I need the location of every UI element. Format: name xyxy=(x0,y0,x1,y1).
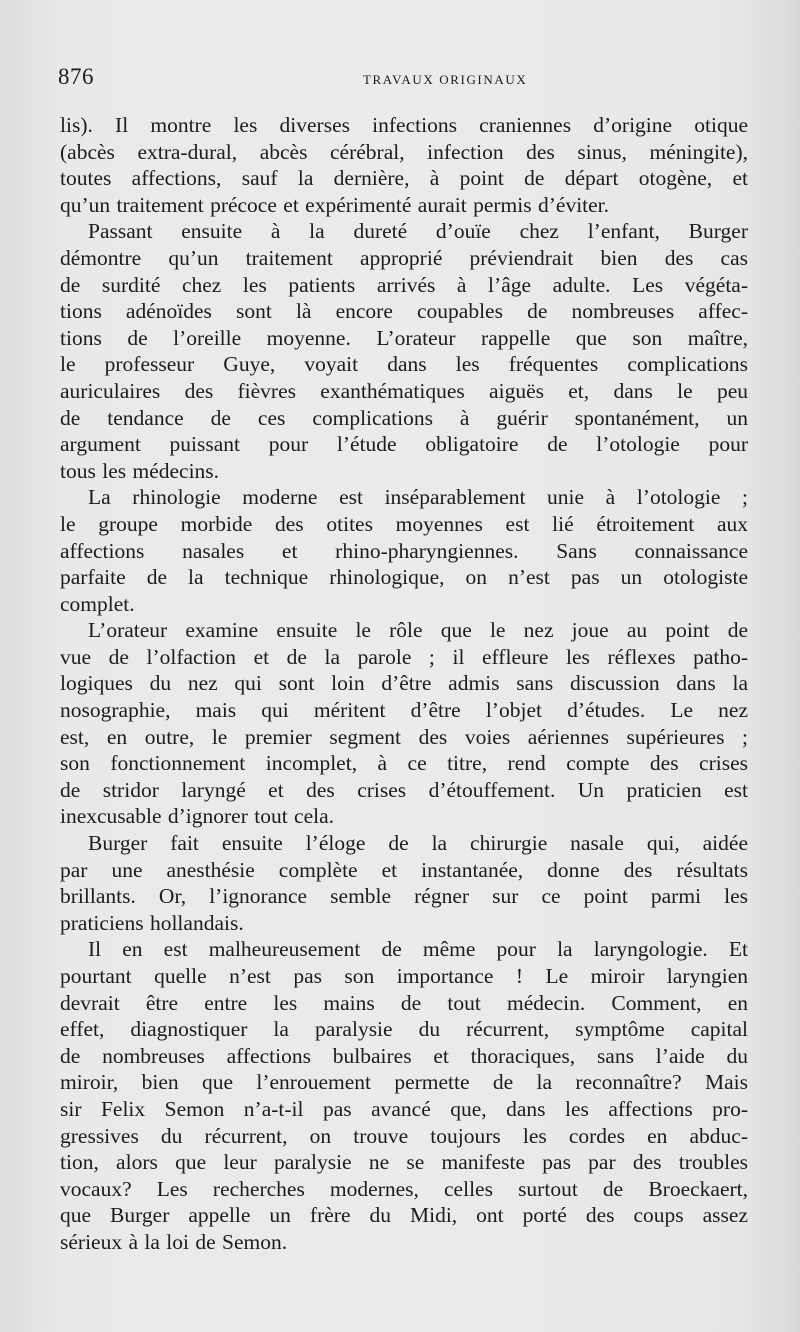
text-line: par une anesthésie complète et instantanée, donne des résultats xyxy=(60,857,748,882)
text-line: vocaux? Les recherches modernes, celles surtout de Broeckaert, xyxy=(60,1176,748,1201)
text-line: praticiens hollandais. xyxy=(60,910,244,935)
text-line: sérieux à la loi de Semon. xyxy=(60,1229,288,1254)
text-line: auriculaires des fièvres exanthématiques aiguës et, dans le peu xyxy=(60,378,748,403)
text-line: son fonctionnement incomplet, à ce titre, rend compte des crises xyxy=(60,751,748,776)
text-line: lis). Il montre les diverses infections craniennes d’origine otique xyxy=(60,113,748,137)
text-line: sir Felix Semon n’a-t-il pas avancé que, dans les affections pro- xyxy=(60,1096,748,1121)
text-line: vue de l’olfaction et de la parole ; il effleure les réflexes patho- xyxy=(60,644,748,669)
text-line: qu’un traitement précoce et expérimenté aurait permis d’éviter. xyxy=(60,192,610,217)
text-line: que Burger appelle un frère du Midi, ont porté des coups assez xyxy=(60,1203,748,1228)
text-line: L’orateur examine ensuite le rôle que le nez joue au point de xyxy=(88,618,748,643)
text-line: Passant ensuite à la dureté d’ouïe chez l’enfant, Burger xyxy=(88,219,748,244)
text-line: le groupe morbide des otites moyennes est lié étroitement aux xyxy=(60,511,748,536)
text-line: de tendance de ces complications à guérir spontanément, un xyxy=(60,405,748,430)
text-line: parfaite de la technique rhinologique, on n’est pas un otologiste xyxy=(60,565,748,590)
text-line: de nombreuses affections bulbaires et thoraciques, sans l’aide du xyxy=(60,1043,748,1068)
text-line: le professeur Guye, voyait dans les fréquentes complications xyxy=(60,352,748,377)
text-line: (abcès extra-dural, abcès cérébral, infection des sinus, méningite), xyxy=(60,139,748,164)
body-text xyxy=(60,112,748,1256)
text-line: tions adénoïdes sont là encore coupables de nombreuses affec- xyxy=(60,299,748,324)
text-line: de stridor laryngé et des crises d’étouffement. Un praticien est xyxy=(60,777,748,802)
text-line: inexcusable d’ignorer tout cela. xyxy=(60,804,335,829)
text-line: nosographie, mais qui méritent d’être l’objet d’études. Le nez xyxy=(60,698,748,723)
text-line: Burger fait ensuite l’éloge de la chirurgie nasale qui, aidée xyxy=(88,831,748,856)
text-line: démontre qu’un traitement approprié préviendrait bien des cas xyxy=(60,245,748,270)
text-line: Il en est malheureusement de même pour la laryngologie. Et xyxy=(88,937,748,962)
text-line: devrait être entre les mains de tout médecin. Comment, en xyxy=(60,990,748,1015)
text-line: logiques du nez qui sont loin d’être admis sans discussion dans la xyxy=(60,671,748,696)
text-line: complet. xyxy=(60,591,135,616)
text-line: effet, diagnostiquer la paralysie du récurrent, symptôme capital xyxy=(60,1017,748,1042)
text-line: affections nasales et rhino-pharyngiennes. Sans connaissance xyxy=(60,538,748,563)
text-line: pourtant quelle n’est pas son importance ! Le miroir laryngien xyxy=(60,964,748,988)
text-line: toutes affections, sauf la dernière, à point de départ otogène, et xyxy=(60,166,748,191)
text-line: brillants. Or, l’ignorance semble régner sur ce point parmi les xyxy=(60,884,748,909)
text-line: La rhinologie moderne est inséparablement unie à l’otologie ; xyxy=(88,485,748,510)
page-header xyxy=(58,64,744,98)
text-line: miroir, bien que l’enrouement permette de la reconnaître? Mais xyxy=(60,1070,748,1095)
text-line: de surdité chez les patients arrivés à l’âge adulte. Les végéta- xyxy=(60,272,748,297)
text-line: tion, alors que leur paralysie ne se manifeste pas par des troubles xyxy=(60,1150,748,1175)
text-line: tions de l’oreille moyenne. L’orateur rappelle que son maître, xyxy=(60,325,748,350)
text-line: est, en outre, le premier segment des voies aériennes supérieures ; xyxy=(60,724,748,749)
running-head: TRAVAUX ORIGINAUX xyxy=(363,72,528,87)
text-line: gressives du récurrent, on trouve toujours les cordes en abduc- xyxy=(60,1123,748,1148)
text-line: tous les médecins. xyxy=(60,458,220,483)
page-number: 876 xyxy=(58,64,94,89)
text-line: argument puissant pour l’étude obligatoire de l’otologie pour xyxy=(60,432,748,457)
